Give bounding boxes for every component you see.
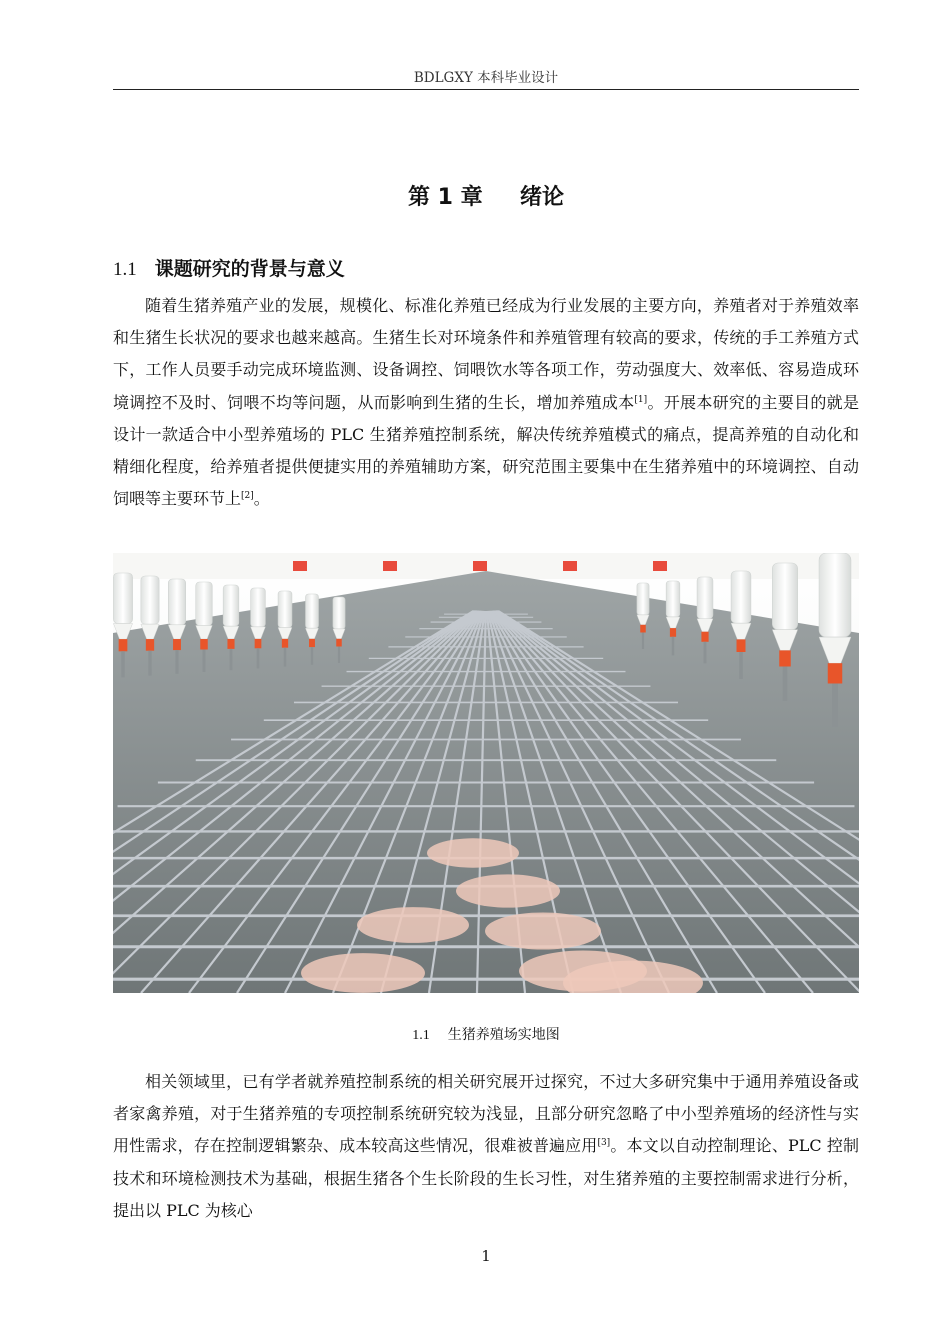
pig-farm-photo [113,553,859,993]
pig-shape [485,912,601,949]
ceiling-fixture [293,561,307,571]
ceiling-fixture [563,561,577,571]
paragraph-text: 随着生猪养殖产业的发展，规模化、标准化养殖已经成为行业发展的主要方向，养殖者对于养殖效率和生猪生长状况的要求也越来越高。生猪生长对环境条件和养殖管理有较高的要求，传统的手工养殖方式下，工作人员要手动完成环境监测、设备调控、饲喂饮水等各项工作，劳动强度大、效率低、容易造成环境调控不及时、饲喂不均等问题，从而影响到生猪的生长，增加养殖成本 [113,296,859,412]
body-paragraph-2 [113,1066,859,1227]
paragraph-text: 。本文以自动控制理论、PLC 控制技术和环境检测技术为基础，根据生猪各个生长阶段的生长习性，对生猪养殖的主要控制需求进行分析，提出以 PLC 为核心 [113,1136,859,1220]
ceiling-fixture [653,561,667,571]
figure-caption [113,1024,859,1044]
citation-ref: [1] [634,394,648,405]
ceiling-fixture [383,561,397,571]
caption-number: 1.1 [412,1028,430,1043]
pig-shape [456,874,560,907]
page-number: 1 [481,1247,491,1265]
citation-ref: [2] [241,491,254,502]
header-text: BDLGXY 本科毕业设计 [413,70,559,86]
section-title: 课题研究的背景与意义 [154,258,345,280]
body-paragraph-1 [113,290,859,515]
chapter-title [113,180,859,211]
paragraph-text: 相关领域里，已有学者就养殖控制系统的相关研究展开过探究，不过大多研究集中于通用养殖设备或者家禽养殖，对于生猪养殖的专项控制系统研究较为浅显，且部分研究忽略了中小型养殖场的经济性与实用性需求，存在控制逻辑繁杂、成本较高这些情况，很难被普遍应用 [113,1072,859,1156]
chapter-title-text: 第 1 章 绪论 [408,185,564,210]
pig-shape [357,907,469,943]
caption-text: 生猪养殖场实地图 [447,1027,560,1043]
paragraph-text: 。开展本研究的主要目的就是设计一款适合中小型养殖场的 PLC 生猪养殖控制系统，解决传统养殖模式的痛点，提高养殖的自动化和精细化程度，给养殖者提供便捷实用的养殖辅助方案，研究范围主要集中在生猪养殖中的环境调控、自动饲喂等主要环节上 [113,392,859,509]
section-heading [113,254,345,281]
page-header [113,58,859,90]
ceiling-fixture [473,561,487,571]
pig-shape [301,953,425,993]
citation-ref: [3] [597,1138,611,1149]
pig-shape [427,838,519,867]
section-number: 1.1 [113,259,137,280]
paragraph-text: 。 [253,489,270,509]
